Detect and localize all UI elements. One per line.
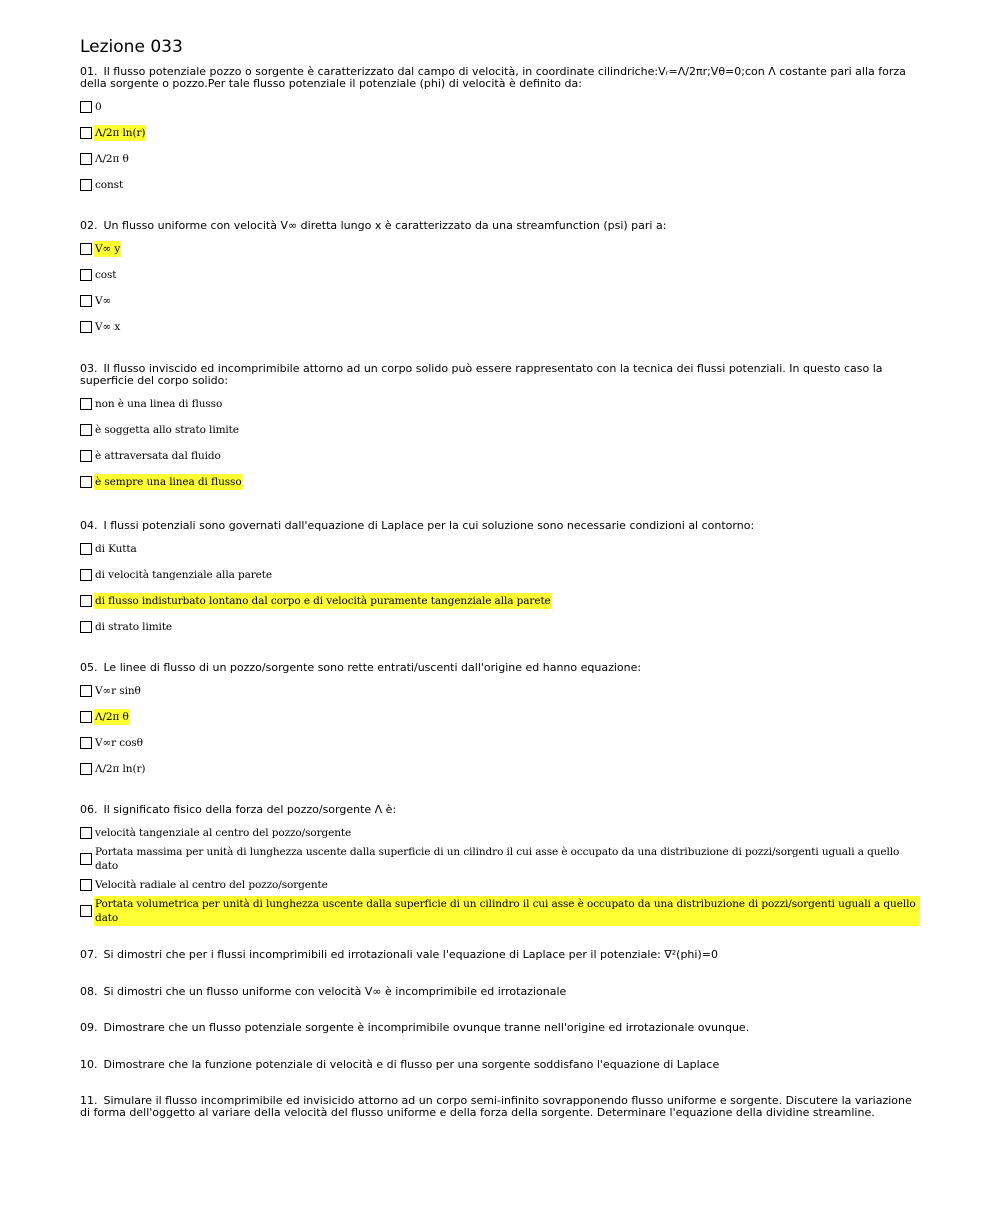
question-text: Il flusso inviscido ed incomprimibile attorno ad un corpo solido può essere rappresentato con la tecnica dei flussi potenziali. In questo caso la superficie del corpo solido: — [80, 362, 883, 387]
answer-option[interactable] — [80, 876, 920, 894]
checkbox[interactable] — [80, 763, 92, 775]
question-text: Simulare il flusso incomprimibile ed invisicido attorno ad un corpo semi-infinito sovrapponendo flusso uniforme e sorgente. Discutere la variazione di forma dell'oggetto al variare della velocità del flusso uniforme e della forza della sorgente. Determinare l'equazione della dividine streamline. — [80, 1094, 912, 1119]
question-text: I flussi potenziali sono governati dall'equazione di Laplace per la cui soluzione sono necessarie condizioni al contorno: — [103, 519, 755, 532]
question-number: 09. — [80, 1021, 98, 1034]
answer-option[interactable] — [80, 898, 920, 924]
question-10 — [80, 1059, 920, 1071]
option-text: V∞ — [95, 295, 112, 307]
checkbox[interactable] — [80, 153, 92, 165]
question-09 — [80, 1022, 920, 1034]
question-number: 05. — [80, 661, 98, 674]
answer-option[interactable] — [80, 292, 920, 310]
answer-option[interactable] — [80, 266, 920, 284]
checkbox[interactable] — [80, 685, 92, 697]
option-text: Λ/2π ln(r) — [95, 763, 146, 775]
question-text: Il significato fisico della forza del pozzo/sorgente Λ è: — [103, 803, 397, 816]
answer-option[interactable] — [80, 124, 920, 142]
option-text: Velocità radiale al centro del pozzo/sorgente — [95, 879, 328, 891]
checkbox[interactable] — [80, 127, 92, 139]
answer-option[interactable] — [80, 240, 920, 258]
checkbox[interactable] — [80, 424, 92, 436]
checkbox[interactable] — [80, 853, 92, 865]
checkbox[interactable] — [80, 269, 92, 281]
option-text-highlighted: Λ/2π θ — [95, 711, 129, 723]
checkbox[interactable] — [80, 569, 92, 581]
option-text: V∞r sinθ — [95, 685, 141, 697]
answer-option[interactable] — [80, 566, 920, 584]
question-01 — [80, 66, 920, 194]
question-text: Si dimostri che un flusso uniforme con velocità V∞ è incomprimibile ed irrotazionale — [103, 985, 567, 998]
document-page — [80, 36, 920, 66]
question-11 — [80, 1095, 920, 1119]
answer-option[interactable] — [80, 447, 920, 465]
question-05 — [80, 662, 920, 778]
checkbox[interactable] — [80, 737, 92, 749]
option-text: V∞r cosθ — [95, 737, 143, 749]
answer-option[interactable] — [80, 318, 920, 336]
question-04 — [80, 520, 920, 636]
checkbox[interactable] — [80, 621, 92, 633]
question-number: 07. — [80, 948, 98, 961]
option-text-highlighted: di flusso indisturbato lontano dal corpo e di velocità puramente tangenziale alla parete — [95, 595, 551, 607]
page-title: Lezione 033 — [80, 37, 183, 57]
question-text: Dimostrare che la funzione potenziale di velocità e di flusso per una sorgente soddisfano l'equazione di Laplace — [103, 1058, 720, 1071]
checkbox[interactable] — [80, 321, 92, 333]
option-text: velocità tangenziale al centro del pozzo/sorgente — [95, 827, 352, 839]
answer-option[interactable] — [80, 98, 920, 116]
option-text-highlighted: V∞ y — [95, 243, 121, 255]
answer-option[interactable] — [80, 150, 920, 168]
option-text: di velocità tangenziale alla parete — [95, 569, 273, 581]
question-text: Dimostrare che un flusso potenziale sorgente è incomprimibile ovunque tranne nell'origine ed irrotazionale ovunque. — [103, 1021, 750, 1034]
option-text: V∞ x — [95, 321, 121, 333]
option-text: non è una linea di flusso — [95, 398, 223, 410]
checkbox[interactable] — [80, 711, 92, 723]
answer-option[interactable] — [80, 592, 920, 610]
checkbox[interactable] — [80, 179, 92, 191]
checkbox[interactable] — [80, 101, 92, 113]
option-text-highlighted: Portata volumetrica per unità di lunghezza uscente dalla superficie di un cilindro il cui asse è occupato da una distribuzione di pozzi/sorgenti uguali a quello dato — [94, 896, 920, 926]
question-number: 06. — [80, 803, 98, 816]
option-text-highlighted: è sempre una linea di flusso — [95, 476, 242, 488]
answer-option[interactable] — [80, 540, 920, 558]
answer-option[interactable] — [80, 421, 920, 439]
question-text: Il flusso potenziale pozzo o sorgente è caratterizzato dal campo di velocità, in coordinate cilindriche:Vᵣ=Λ/2πr;Vθ=0;con Λ costante pari alla forza della sorgente o pozzo.Per tale flusso potenziale il potenziale (phi) di velocità è definito da: — [80, 65, 906, 90]
answer-option[interactable] — [80, 734, 920, 752]
checkbox[interactable] — [80, 476, 92, 488]
option-text: di Kutta — [95, 543, 137, 555]
answer-option[interactable] — [80, 682, 920, 700]
answer-option[interactable] — [80, 395, 920, 413]
answer-option[interactable] — [80, 618, 920, 636]
question-number: 11. — [80, 1094, 98, 1107]
question-number: 08. — [80, 985, 98, 998]
checkbox[interactable] — [80, 295, 92, 307]
answer-option[interactable] — [80, 824, 920, 842]
question-06 — [80, 803, 920, 924]
question-text: Un flusso uniforme con velocità V∞ diretta lungo x è caratterizzato da una streamfunction (psi) pari a: — [103, 219, 667, 232]
answer-option[interactable] — [80, 760, 920, 778]
question-number: 04. — [80, 519, 98, 532]
option-text: cost — [95, 269, 117, 281]
checkbox[interactable] — [80, 827, 92, 839]
question-03 — [80, 363, 920, 491]
question-text: Le linee di flusso di un pozzo/sorgente sono rette entrati/uscenti dall'origine ed hanno equazione: — [103, 661, 642, 674]
option-text: const — [95, 179, 124, 191]
answer-option[interactable] — [80, 473, 920, 491]
checkbox[interactable] — [80, 879, 92, 891]
answer-option[interactable] — [80, 176, 920, 194]
checkbox[interactable] — [80, 398, 92, 410]
checkbox[interactable] — [80, 543, 92, 555]
question-number: 02. — [80, 219, 98, 232]
option-text: 0 — [95, 101, 102, 113]
question-number: 01. — [80, 65, 98, 78]
option-text-highlighted: Λ/2π ln(r) — [95, 127, 146, 139]
checkbox[interactable] — [80, 450, 92, 462]
checkbox[interactable] — [80, 595, 92, 607]
question-number: 03. — [80, 362, 98, 375]
answer-option[interactable] — [80, 708, 920, 726]
option-text: è attraversata dal fluido — [95, 450, 221, 462]
question-07 — [80, 949, 920, 961]
question-text: Si dimostri che per i flussi incomprimibili ed irrotazionali vale l'equazione di Laplace per il potenziale: ∇²(phi)=0 — [103, 948, 718, 961]
question-08 — [80, 986, 920, 998]
option-text: Λ/2π θ — [95, 153, 129, 165]
checkbox[interactable] — [80, 905, 92, 917]
option-text: Portata massima per unità di lunghezza uscente dalla superficie di un cilindro il cui asse è occupato da una distribuzione di pozzi/sorgenti uguali a quello dato — [95, 846, 900, 872]
question-02 — [80, 220, 920, 336]
option-text: di strato limite — [95, 621, 173, 633]
checkbox[interactable] — [80, 243, 92, 255]
option-text: è soggetta allo strato limite — [95, 424, 239, 436]
question-number: 10. — [80, 1058, 98, 1071]
answer-option[interactable] — [80, 846, 920, 872]
